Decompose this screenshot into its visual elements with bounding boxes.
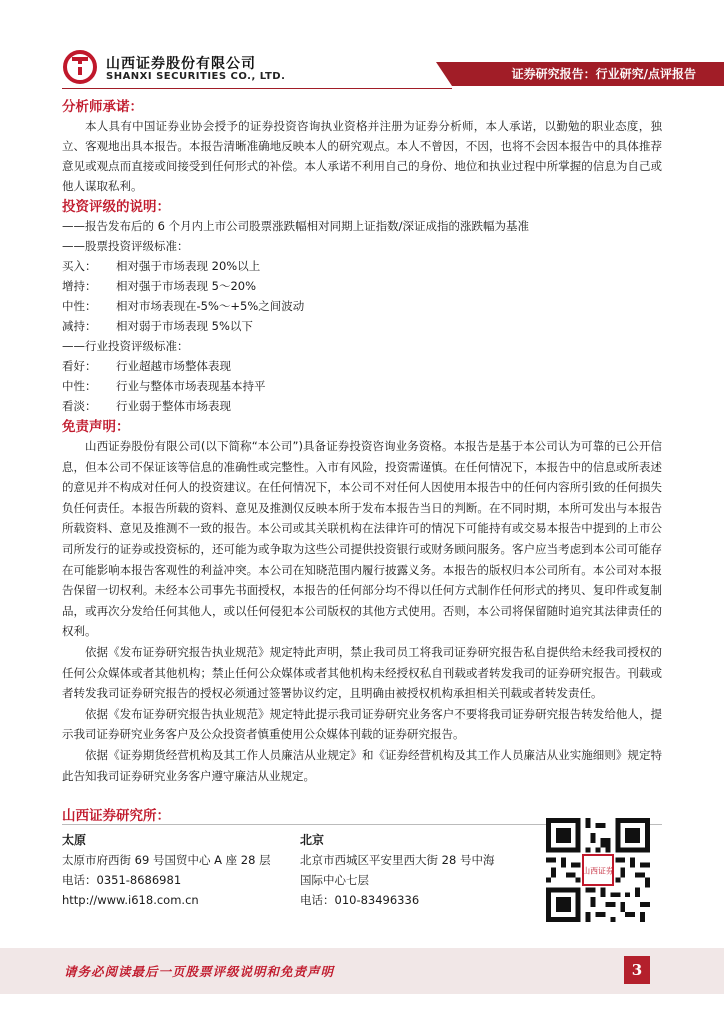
rating-key: 中性： [62, 299, 97, 313]
office-city: 北京 [300, 833, 325, 847]
page-footer [0, 948, 724, 994]
rating-key: 买入： [62, 259, 97, 273]
rating-row [62, 356, 662, 376]
rating-key: 增持： [62, 279, 97, 293]
beijing-office [300, 830, 494, 910]
analyst-commitment-text: 本人具有中国证券业协会授予的证券投资咨询执业资格并注册为证券分析师，本人承诺，以勤勉的职业态度，独立、客观地出具本报告。本报告清晰准确地反映本人的研究观点。本人不曾因，不因，也将不会因本报告中的具体推荐意见或观点而直接或间接受到任何形式的补偿。本人承诺不利用自己的身份、地位和执业过程中所掌握的信息为自己或他人谋取私利。 [62, 119, 662, 193]
disclaimer-paragraph: 依据《发布证券研究报告执业规范》规定特此声明，禁止我司员工将我司证券研究报告私自提供给未经我司授权的任何公众媒体或者其他机构；禁止任何公众媒体或者其他机构未经授权私自刊载或者转发我司的证券研究报告。刊载或者转发我司证券研究报告的授权必须通过签署协议约定，且明确由被授权机构承担相关刊载或者转发责任。 [62, 644, 662, 701]
rating-desc: 行业超越市场整体表现 [116, 359, 231, 373]
company-name-en: SHANXI SECURITIES CO., LTD. [106, 71, 286, 82]
page-number: 3 [624, 956, 650, 984]
stock-rating-label: ——股票投资评级标准： [62, 239, 189, 253]
rating-row [62, 396, 662, 416]
rating-desc: 相对强于市场表现 20%以上 [116, 259, 261, 273]
rating-row [62, 256, 662, 276]
office-phone: 电话：010-83496336 [300, 893, 420, 907]
qr-code-icon [546, 818, 650, 922]
rating-row [62, 296, 662, 316]
footer-notice: 请务必阅读最后一页股票评级说明和免责声明 [64, 964, 335, 979]
office-address-cont: 国际中心七层 [300, 873, 369, 887]
disclaimer-paragraph: 依据《发布证券研究报告执业规范》规定特此提示我司证券研究业务客户不要将我司证券研究报告转发给他人，提示我司证券研究业务客户及公众投资者慎重使用公众媒体刊载的证券研究报告。 [62, 706, 662, 742]
report-type-tag: 证券研究报告：行业研究/点评报告 [452, 62, 724, 86]
rating-key: 中性： [62, 379, 97, 393]
company-name-cn: 山西证券股份有限公司 [106, 56, 256, 72]
rating-row [62, 316, 662, 336]
disclaimer-paragraph: 山西证券股份有限公司(以下简称“本公司”)具备证券投资咨询业务资格。本报告是基于本公司认为可靠的已公开信息，但本公司不保证该等信息的准确性或完整性。入市有风险，投资需谨慎。在任何情况下，本报告中的信息或所表述的意见并不构成对任何人的投资建议。在任何情况下，本公司不对任何人因使用本报告中的任何内容所引致的任何损失负任何责任。本报告所载的资料、意见及推测仅反映本所于发布本报告当日的判断。在不同时期，本所可发出与本报告所载资料、意见及推测不一致的报告。本公司或其关联机构在法律许可的情况下可能持有或交易本报告中提到的上市公司所发行的证券或投资标的，还可能为或争取为这些公司提供投资银行或财务顾问服务。客户应当考虑到本公司可能存在可能影响本报告客观性的利益冲突。本公司在知晓范围内履行披露义务。本报告的版权归本公司所有。本公司对本报告保留一切权利。未经本公司事先书面授权，本报告的任何部分均不得以任何方式制作任何形式的拷贝、复印件或复制品，或再次分发给任何其他人，或以任何侵犯本公司版权的其他方式使用。否则，本公司将保留随时追究其法律责任的权利。 [62, 439, 662, 639]
page-header [0, 0, 724, 92]
rating-explanation-title: 投资评级的说明： [62, 199, 170, 215]
disclaimer-paragraph: 依据《证券期货经营机构及其工作人员廉洁从业规定》和《证券经营机构及其工作人员廉洁从业实施细则》规定特此告知我司证券研究业务客户遵守廉洁从业规定。 [62, 747, 662, 783]
analyst-commitment-title: 分析师承诺： [62, 99, 143, 115]
rating-key: 看好： [62, 359, 97, 373]
office-address: 太原市府西街 69 号国贸中心 A 座 28 层 [62, 853, 271, 867]
office-city: 太原 [62, 833, 87, 847]
rating-desc: 相对强于市场表现 5～20% [116, 279, 257, 293]
rating-key: 看淡： [62, 399, 97, 413]
disclaimer-title: 免责声明： [62, 419, 130, 435]
rating-desc: 行业弱于整体市场表现 [116, 399, 231, 413]
header-divider [62, 88, 452, 89]
qr-logo-text: 山西证券 [582, 866, 614, 876]
rating-desc: 相对市场表现在-5%～+5%之间波动 [116, 299, 305, 313]
office-website-link[interactable]: http://www.i618.com.cn [62, 893, 199, 907]
rating-intro: ——报告发布后的 6 个月内上市公司股票涨跌幅相对同期上证指数/深证成指的涨跌幅为基准 [62, 219, 529, 233]
taiyuan-office [62, 830, 271, 910]
rating-row [62, 276, 662, 296]
industry-rating-label: ——行业投资评级标准： [62, 339, 189, 353]
rating-row [62, 376, 662, 396]
rating-desc: 相对弱于市场表现 5%以下 [116, 319, 253, 333]
office-address: 北京市西城区平安里西大街 28 号中海 [300, 853, 495, 867]
rating-desc: 行业与整体市场表现基本持平 [116, 379, 266, 393]
office-phone: 电话：0351-8686981 [62, 873, 182, 887]
rating-key: 减持： [62, 319, 97, 333]
company-logo-icon [62, 50, 98, 84]
research-institute-title: 山西证券研究所： [62, 808, 170, 824]
main-content [62, 96, 662, 786]
